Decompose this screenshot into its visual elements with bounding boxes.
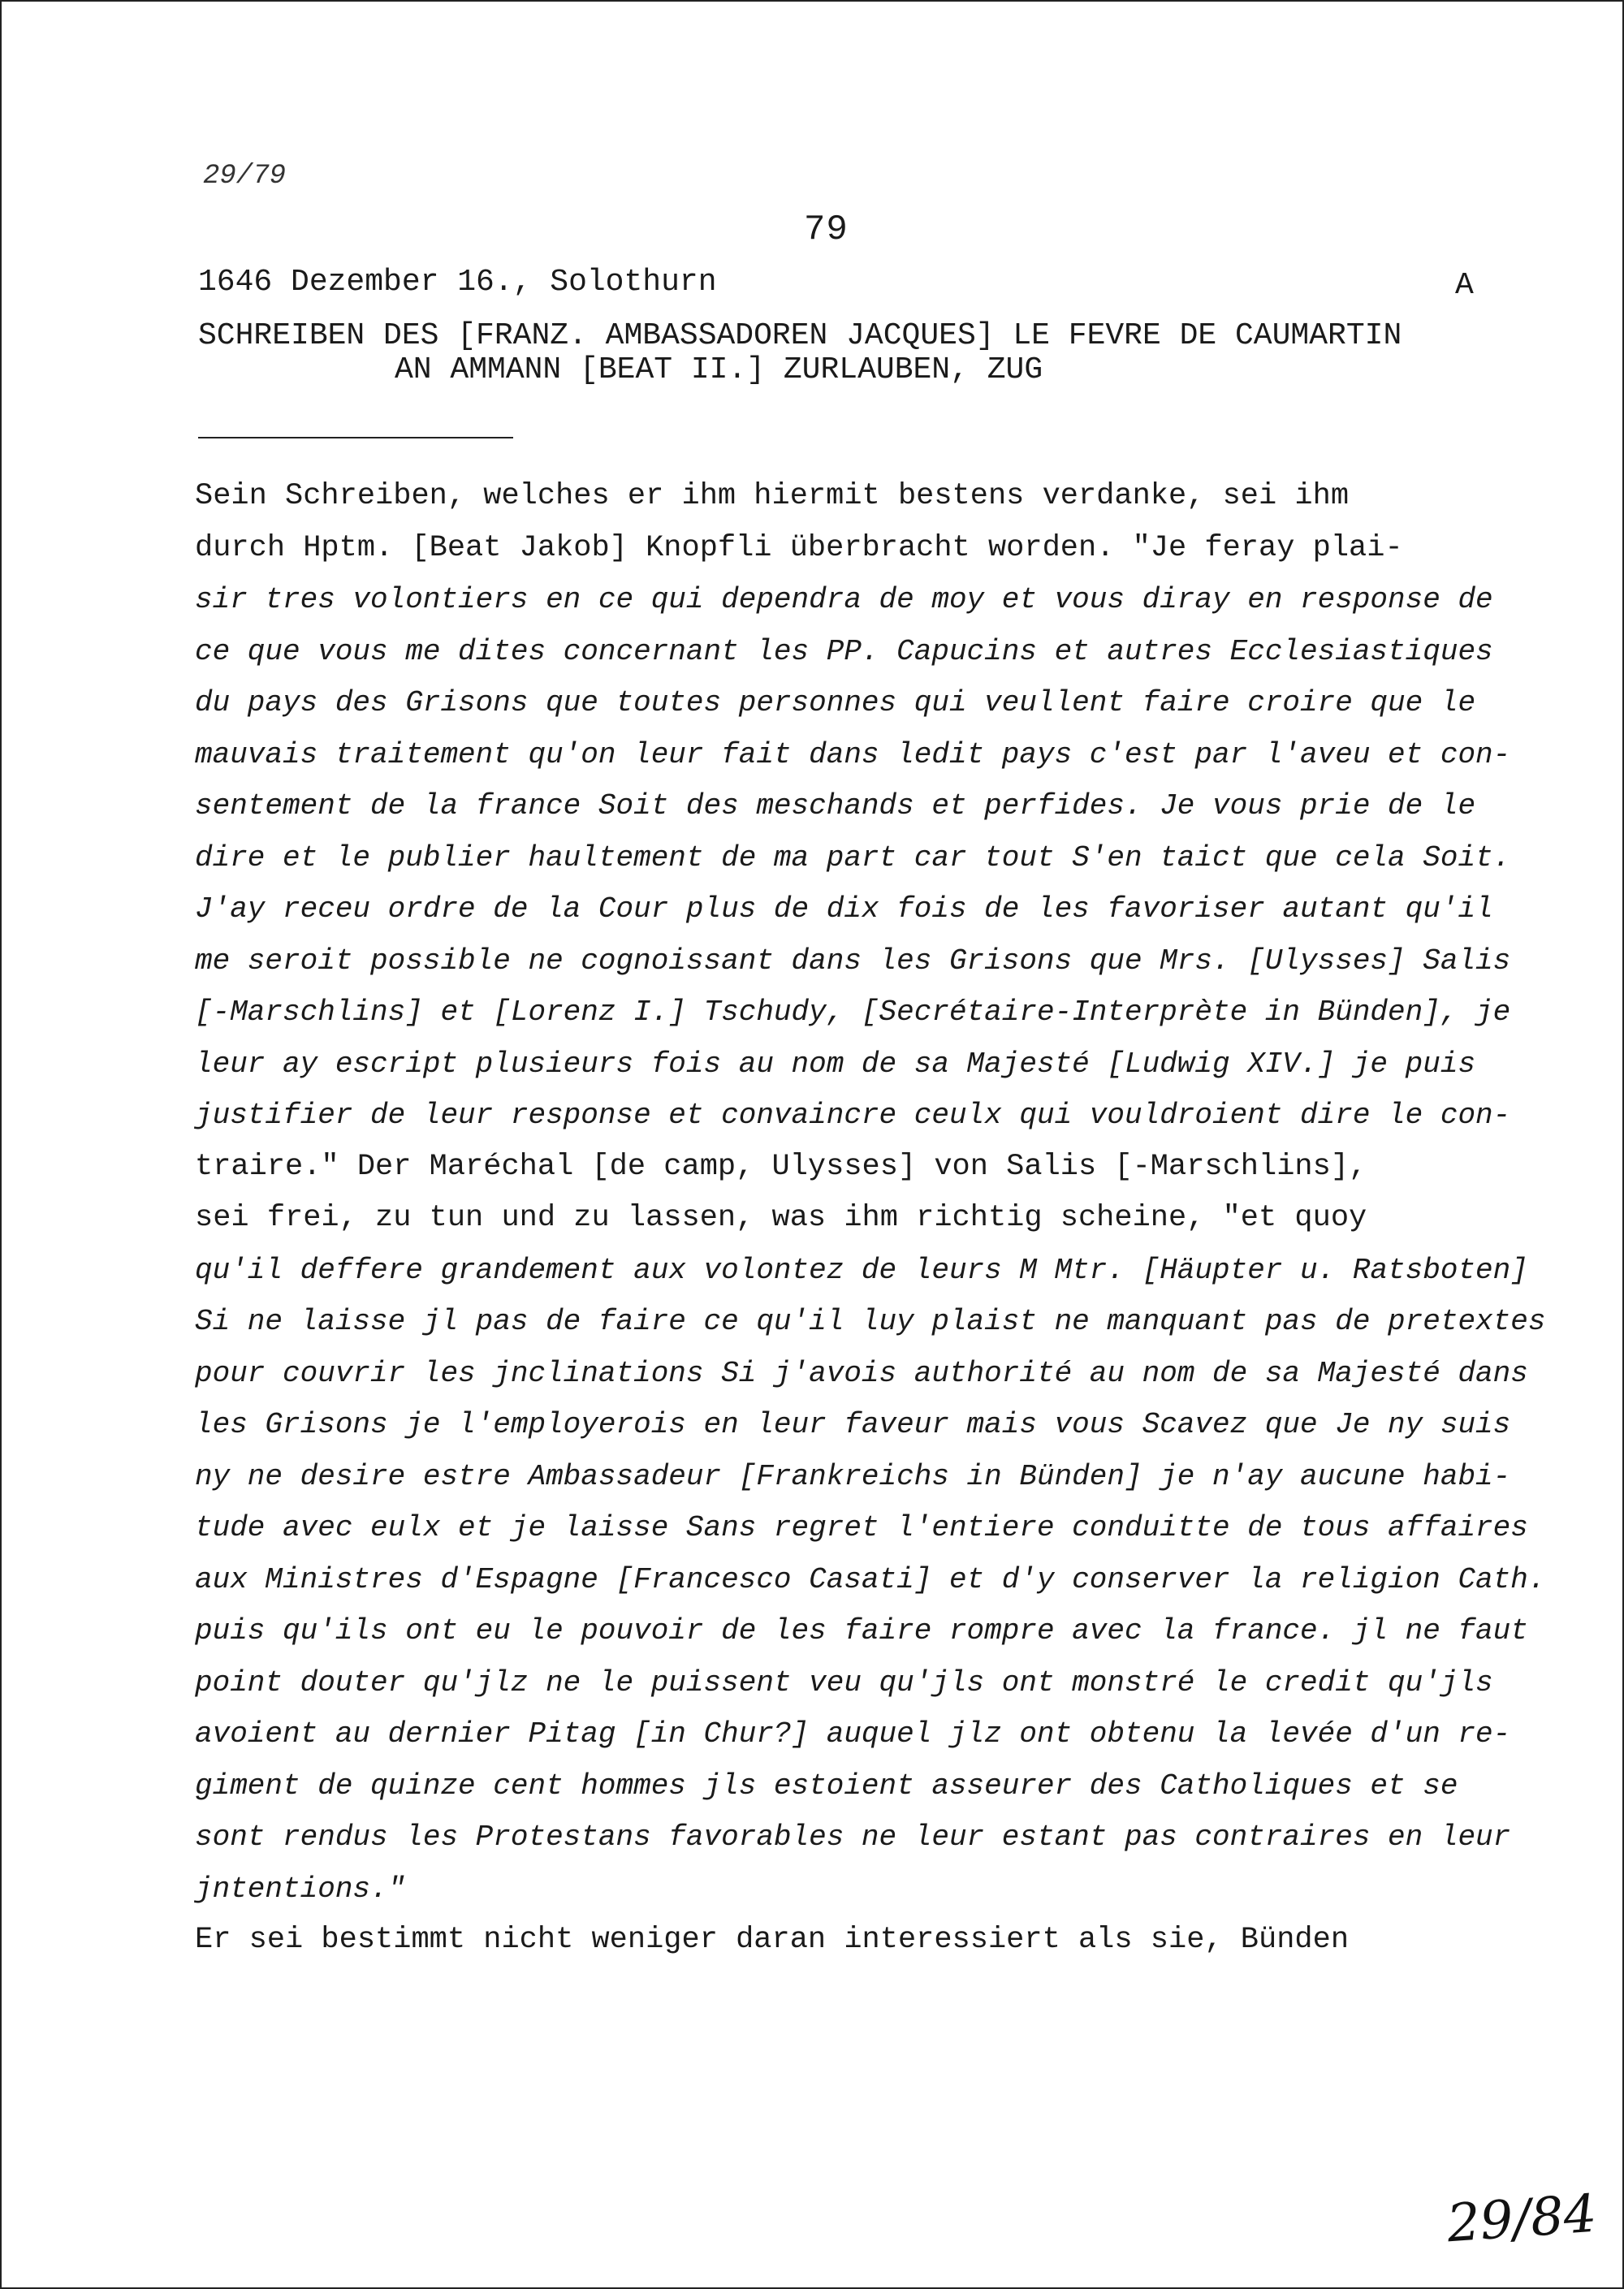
letter-code: A (1455, 268, 1474, 303)
text-line: puis qu'ils ont eu le pouvoir de les faire rompre avec la france. jl ne faut (195, 1614, 1528, 1648)
text-line: durch Hptm. [Beat Jakob] Knopfli überbracht worden. "Je feray plai- (195, 530, 1403, 565)
text-line: me seroit possible ne cognoissant dans les Grisons que Mrs. [Ulysses] Salis (195, 944, 1511, 978)
body-text (195, 471, 1546, 1967)
text-line: avoient au dernier Pitag [in Chur?] auquel jlz ont obtenu la levée d'un re- (195, 1717, 1511, 1751)
text-line: dire et le publier haultement de ma part car tout S'en taict que cela Soit. (195, 840, 1511, 875)
text-line: Sein Schreiben, welches er ihm hiermit bestens verdanke, sei ihm (195, 479, 1350, 513)
text-line: tude avec eulx et je laisse Sans regret l'entiere conduitte de tous affaires (195, 1511, 1528, 1544)
page-number: 79 (804, 209, 849, 250)
handwritten-folio-number: 29/84 (1445, 2183, 1599, 2255)
text-line: Er sei bestimmt nicht weniger daran interessiert als sie, Bünden (195, 1923, 1350, 1957)
separator-rule (198, 437, 513, 438)
text-line: traire." Der Maréchal [de camp, Ulysses] von Salis [-Marschlins], (195, 1149, 1367, 1184)
text-line: giment de quinze cent hommes jls estoient asseurer des Catholiques et se (195, 1769, 1458, 1803)
text-line: pour couvrir les jnclinations Si j'avois authorité au nom de sa Majesté dans (195, 1356, 1528, 1390)
text-line: mauvais traitement qu'on leur fait dans ledit pays c'est par l'aveu et con- (195, 737, 1511, 771)
date-place-line: 1646 Dezember 16., Solothurn (198, 265, 717, 300)
text-line: sir tres volontiers en ce qui dependra de moy et vous diray en response de (195, 583, 1493, 616)
text-line: les Grisons je l'employerois en leur faveur mais vous Scavez que Je ny suis (195, 1408, 1511, 1441)
text-line: [-Marschlins] et [Lorenz I.] Tschudy, [Secrétaire-Interprète in Bünden], je (195, 995, 1511, 1029)
text-line: point douter qu'jlz ne le puissent veu qu'jls ont monstré le credit qu'jls (195, 1665, 1493, 1699)
text-line: qu'il deffere grandement aux volontez de leurs M Mtr. [Häupter u. Ratsboten] (195, 1253, 1528, 1287)
folio-number-top: 29/79 (203, 161, 287, 192)
document-heading-line-2: AN AMMANN [BEAT II.] ZURLAUBEN, ZUG (395, 352, 1043, 387)
text-line: aux Ministres d'Espagne [Francesco Casati] et d'y conserver la religion Cath. (195, 1562, 1546, 1596)
text-line: ce que vous me dites concernant les PP. Capucins et autres Ecclesiastiques (195, 634, 1493, 668)
text-line: jntentions." (195, 1872, 406, 1906)
text-line: leur ay escript plusieurs fois au nom de sa Majesté [Ludwig XIV.] je puis (195, 1047, 1476, 1081)
document-heading-line-1: SCHREIBEN DES [FRANZ. AMBASSADOREN JACQUES] LE FEVRE DE CAUMARTIN (198, 318, 1402, 353)
text-line: ny ne desire estre Ambassadeur [Frankreichs in Bünden] je n'ay aucune habi- (195, 1459, 1511, 1493)
text-line: du pays des Grisons que toutes personnes qui veullent faire croire que le (195, 686, 1476, 719)
text-line: sont rendus les Protestans favorables ne leur estant pas contraires en leur (195, 1820, 1511, 1854)
text-line: justifier de leur response et convaincre ceulx qui vouldroient dire le con- (195, 1099, 1511, 1132)
text-line: Si ne laisse jl pas de faire ce qu'il luy plaist ne manquant pas de pretextes (195, 1305, 1546, 1338)
text-line: sei frei, zu tun und zu lassen, was ihm richtig scheine, "et quoy (195, 1201, 1367, 1235)
text-line: sentement de la france Soit des meschands et perfides. Je vous prie de le (195, 789, 1476, 823)
text-line: J'ay receu ordre de la Cour plus de dix fois de les favoriser autant qu'il (195, 892, 1493, 926)
